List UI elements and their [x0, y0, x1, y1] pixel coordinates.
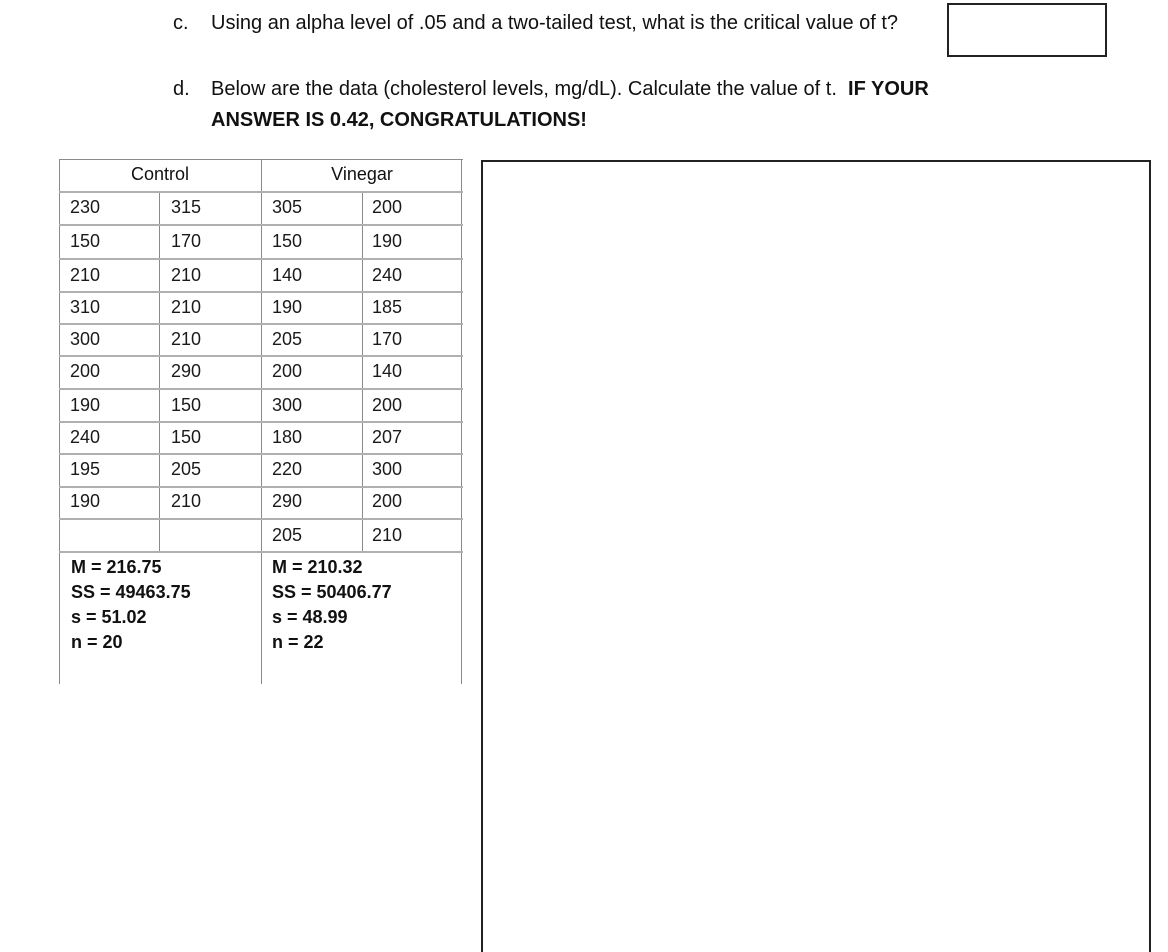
table-cell: 210: [171, 329, 202, 349]
row-divider: [59, 551, 463, 553]
table-cell: 190: [70, 395, 101, 415]
table-cell: 195: [70, 459, 101, 479]
table-cell: 200: [372, 491, 403, 511]
table-cell: 185: [372, 297, 403, 317]
table-cell: 200: [372, 395, 403, 415]
vinegar-mean: M = 210.32: [272, 557, 363, 577]
question-d-body: Below are the data (cholesterol levels, mg/dL). Calculate the value of t.: [211, 78, 837, 100]
table-cell: 200: [372, 197, 403, 217]
vinegar-sd: s = 48.99: [272, 607, 348, 627]
table-cell: 300: [70, 329, 101, 349]
question-d-emphasis: IF YOUR: [848, 78, 929, 100]
table-cell: 210: [372, 525, 403, 545]
vinegar-header: Vinegar: [331, 164, 393, 184]
table-cell: 180: [272, 427, 303, 447]
row-divider: [59, 355, 463, 357]
row-divider: [59, 224, 463, 226]
table-cell: 140: [272, 265, 303, 285]
table-cell: 210: [171, 491, 202, 511]
table-cell: 190: [272, 297, 303, 317]
table-cell: 150: [171, 395, 202, 415]
table-cell: 230: [70, 197, 101, 217]
question-d-text: [211, 77, 929, 101]
table-cell: 190: [372, 231, 403, 251]
table-cell: 310: [70, 297, 101, 317]
row-divider: [59, 258, 463, 260]
question-c-label: c.: [173, 12, 189, 34]
table-cell: 240: [70, 427, 101, 447]
table-cell: 200: [70, 361, 101, 381]
control-col-divider: [159, 192, 160, 552]
row-divider: [59, 518, 463, 520]
row-divider: [59, 421, 463, 423]
table-cell: 210: [171, 265, 202, 285]
table-cell: 290: [272, 491, 303, 511]
vinegar-ss: SS = 50406.77: [272, 582, 392, 602]
table-cell: 205: [272, 329, 303, 349]
table-cell: 315: [171, 197, 202, 217]
table-border-top: [59, 159, 463, 160]
table-cell: 207: [372, 427, 403, 447]
row-divider: [59, 291, 463, 293]
table-cell: 170: [372, 329, 403, 349]
table-cell: 150: [70, 231, 101, 251]
table-cell: 305: [272, 197, 303, 217]
row-divider: [59, 388, 463, 390]
table-cell: 290: [171, 361, 202, 381]
vinegar-col-divider: [362, 192, 363, 552]
table-cell: 190: [70, 491, 101, 511]
table-cell: 240: [372, 265, 403, 285]
row-divider: [59, 453, 463, 455]
cholesterol-data-table: [59, 159, 463, 684]
table-cell: 210: [70, 265, 101, 285]
table-cell: 150: [171, 427, 202, 447]
table-cell: 300: [272, 395, 303, 415]
control-mean: M = 216.75: [71, 557, 162, 577]
table-cell: 200: [272, 361, 303, 381]
table-cell: 205: [171, 459, 202, 479]
table-cell: 140: [372, 361, 403, 381]
question-c-text: Using an alpha level of .05 and a two-tailed test, what is the critical value of t?: [211, 12, 899, 34]
control-header: Control: [130, 164, 190, 184]
table-cell: 220: [272, 459, 303, 479]
control-n: n = 20: [71, 632, 123, 652]
table-cell: 205: [272, 525, 303, 545]
table-cell: 210: [171, 297, 202, 317]
table-cell: 150: [272, 231, 303, 251]
question-d-label: d.: [173, 78, 190, 100]
row-divider: [59, 191, 463, 193]
answer-box-critical-t[interactable]: [947, 3, 1107, 57]
control-ss: SS = 49463.75: [71, 582, 191, 602]
table-cell: 170: [171, 231, 202, 251]
question-d-line2: ANSWER IS 0.42, CONGRATULATIONS!: [211, 109, 587, 131]
table-cell: 300: [372, 459, 403, 479]
row-divider: [59, 323, 463, 325]
work-area-box[interactable]: [481, 160, 1151, 952]
vinegar-n: n = 22: [272, 632, 324, 652]
row-divider: [59, 486, 463, 488]
control-sd: s = 51.02: [71, 607, 147, 627]
